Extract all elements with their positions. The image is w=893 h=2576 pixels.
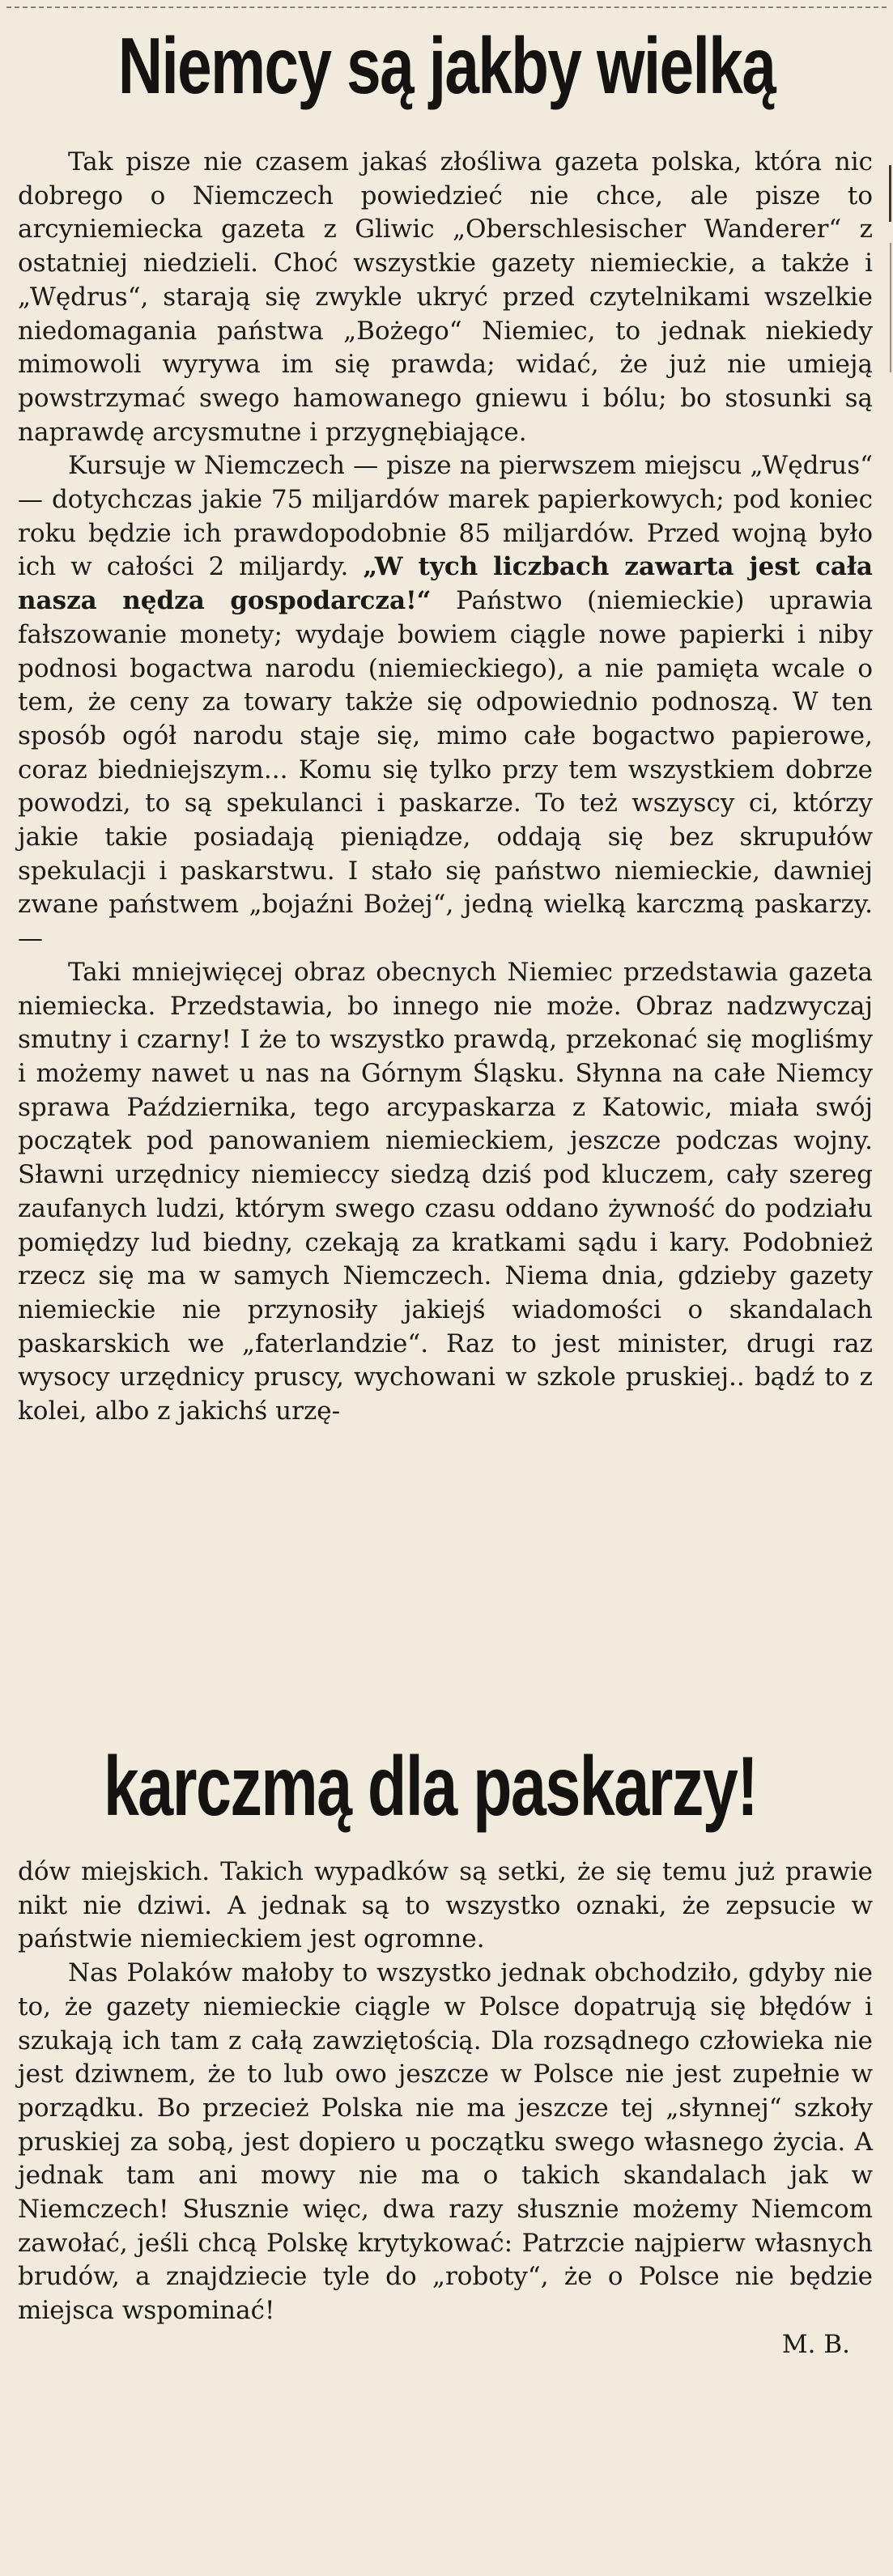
paragraph-3: Taki mniejwięcej obraz obecnych Niemiec przedstawia gazeta niemiecka. Przedstawia, bo innego nie może. Obraz nadzwyczaj smutny i czarny! I że to wszystko prawdą, przekonać się mogliśmy i możemy nawet u nas na Górnym Śląsku. Słynna na całe Niemcy sprawa Października, tego arcypaskarza z Katowic, miała swój początek pod panowaniem niemieckiem, jeszcze podczas wojny. Sławni urzędnicy niemieccy siedzą dziś pod kluczem, cały szereg zaufanych ludzi, którym swego czasu oddano żywność do podziału pomiędzy lud biedny, czekają za kratkami sądu i kary. Podobnież rzecz się ma w samych Niemczech. Niema dnia, gdzieby gazety niemieckie nie przynosiły jakiejś wiadomości o skandalach paskarskich we „faterlandzie“. Raz to jest minister, drugi raz wysocy urzędnicy pruscy, wychowani w szkole pruskiej.. bądź to z kolei, albo z jakichś urzę- <box>18 957 873 1426</box>
paragraph-2-bold-quote: „W tych liczbach zawarta jest cała nasza nędza gospodarcza!“ <box>18 552 874 616</box>
paragraph-2-text-before: Kursuje w Niemczech — pisze na pierwszem miejscu „Wędrus“ — dotychczas jakie 75 miljardów marek papierkowych; pod koniec roku będzie ich prawdopodobnie 85 miljardów. Przed wojną było ich w całości 2 miljardy. <box>18 451 873 582</box>
headline-bottom: karczmą dla paskarzy! <box>103 1740 758 1834</box>
headline-top: Niemcy są jakby wielką <box>117 21 776 110</box>
margin-mark <box>890 243 891 372</box>
paragraph-2 <box>18 449 873 956</box>
top-divider <box>6 6 887 8</box>
paragraph-4: dów miejskich. Takich wypadków są setki, że się temu już prawie nikt nie dziwi. A jednak są to wszystko oznaki, że zepsucie w państwie niemieckiem jest ogromne. <box>18 1857 873 1954</box>
article-column-bottom <box>18 1855 873 2362</box>
paragraph-5: Nas Polaków małoby to wszystko jednak obchodziło, gdyby nie to, że gazety niemieckie ciągle w Polsce dopatrują się błędów i szukają ich tam z całą zawziętością. Dla rozsądnego człowieka nie jest dziwnem, że to lub owo jeszcze w Polsce nie jest zupełnie w porządku. Bo przecież Polska nie ma jeszcze tej „słynnej“ szkoły pruskiej za sobą, jest dopiero u początku swego własnego życia. A jednak tam ani mowy nie ma o takich skandalach jak w Niemczech! Słusznie więc, dwa razy słusznie możemy Niemcom zawołać, jeśli chcą Polskę krytykować: Patrzcie najpierw własnych brudów, a znajdziecie tyle do „roboty“, że o Polsce nie będzie miejsca wspominać! <box>18 1958 873 2326</box>
article-column-top <box>18 146 873 1429</box>
author-signature: M. B. <box>781 2329 850 2359</box>
margin-mark <box>889 165 891 222</box>
paragraph-2-text-after: Państwo (niemieckie) uprawia fałszowanie monety; wydaje bowiem ciągle nowe papierki i niby podnosi bogactwa narodu (niemieckiego), a nie pamięta wcale o tem, że ceny za towary także się odpowiednio podnoszą. W ten sposób ogół narodu staje się, mimo całe bogactwo papierowe, coraz biedniejszym... Komu się tylko przy tem wszystkiem dobrze powodzi, to są spekulanci i paskarze. To też wszyscy ci, którzy jakie takie posiadają pieniądze, oddają się bez skrupułów spekulacji i paskarstwu. I stało się państwo niemieckie, dawniej zwane państwem „bojaźni Bożej“, jedną wielką karczmą paskarzy. — <box>18 586 873 954</box>
paragraph-1: Tak pisze nie czasem jakaś złośliwa gazeta polska, która nic dobrego o Niemczech powiedzieć nie chce, ale pisze to arcyniemiecka gazeta z Gliwic „Oberschlesischer Wanderer“ z ostatniej niedzieli. Choć wszystkie gazety niemieckie, a także i „Wędrus“, starają się zwykle ukryć przed czytelnikami wszelkie niedomagania państwa „Bożego“ Niemiec, to jednak niekiedy mimowoli wyrywa im się prawda; widać, że już nie umieją powstrzymać swego hamowanego gniewu i bólu; bo stosunki są naprawdę arcysmutne i przygnębiające. <box>18 147 873 447</box>
